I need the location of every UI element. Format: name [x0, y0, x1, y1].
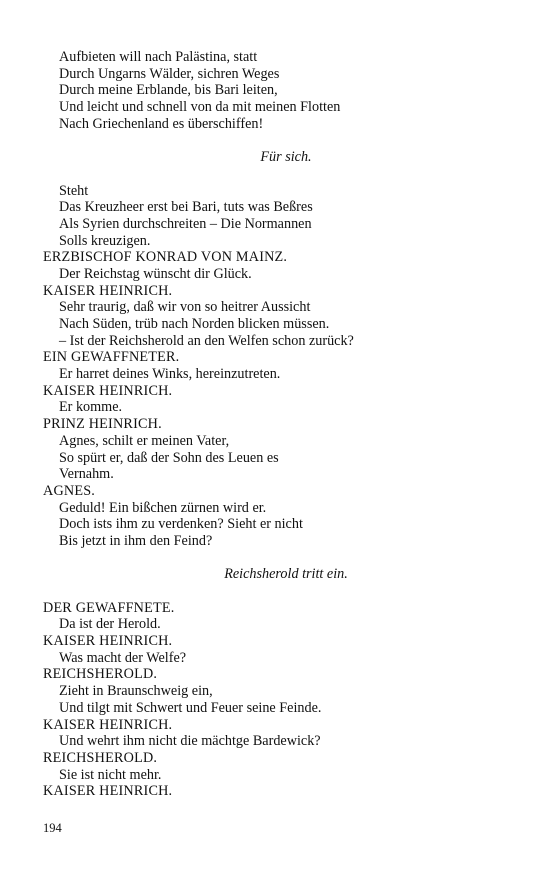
speaker-name: AGNES. [43, 482, 96, 499]
verse-line: Nach Griechenland es überschiffen! [59, 115, 264, 132]
verse-line: Durch meine Erblande, bis Bari leiten, [59, 82, 278, 99]
verse-line: Doch ists ihm zu verdenken? Sieht er nicht [59, 516, 303, 533]
speaker-name: REICHSHEROLD. [43, 749, 158, 766]
stage-direction: Für sich. [260, 149, 312, 166]
blank-line [43, 550, 513, 567]
verse-line: Aufbieten will nach Palästina, statt [59, 49, 258, 65]
verse-line: Als Syrien durchschreiten – Die Normannen [59, 215, 312, 232]
verse-line: Sehr traurig, daß wir von so heitrer Aussicht [59, 299, 311, 316]
verse-line: Bis jetzt in ihm den Feind? [59, 532, 213, 549]
verse-line: Und tilgt mit Schwert und Feuer seine Feinde. [59, 699, 322, 716]
verse-line: Was macht der Welfe? [59, 649, 187, 666]
verse-line: Der Reichstag wünscht dir Glück. [59, 265, 252, 282]
speaker-name: REICHSHEROLD. [43, 666, 158, 683]
verse-line: Das Kreuzheer erst bei Bari, tuts was Beßres [59, 199, 313, 216]
speaker-name: KAISER HEINRICH. [43, 282, 173, 299]
verse-line: Nach Süden, trüb nach Norden blicken müssen. [59, 316, 330, 332]
blank-line [43, 583, 513, 600]
speaker-name: PRINZ HEINRICH. [43, 416, 162, 433]
verse-line: Agnes, schilt er meinen Vater, [59, 432, 230, 449]
speaker-name: KAISER HEINRICH. [43, 382, 173, 399]
speaker-name: KAISER HEINRICH. [43, 783, 173, 800]
speaker-name: ERZBISCHOF KONRAD VON MAINZ. [43, 249, 288, 266]
verse-line: So spürt er, daß der Sohn des Leuen es [59, 449, 279, 466]
blank-line [43, 166, 513, 183]
verse-line: Sie ist nicht mehr. [59, 766, 162, 783]
blank-line [43, 132, 513, 149]
verse-line: Er harret deines Winks, hereinzutreten. [59, 366, 281, 383]
verse-line: Und wehrt ihm nicht die mächtge Bardewick? [59, 733, 321, 750]
stage-direction: Reichsherold tritt ein. [224, 566, 348, 583]
verse-line: – Ist der Reichsherold an den Welfen schon zurück? [59, 332, 354, 349]
verse-line: Steht [59, 182, 89, 199]
verse-line: Da ist der Herold. [59, 616, 161, 633]
speaker-name: DER GEWAFFNETE. [43, 599, 175, 616]
speaker-name: EIN GEWAFFNETER. [43, 349, 180, 366]
verse-line: Solls kreuzigen. [59, 232, 151, 249]
page-number: 194 [43, 821, 62, 835]
speaker-name: KAISER HEINRICH. [43, 633, 173, 650]
page-text [43, 49, 513, 800]
verse-line: Und leicht und schnell von da mit meinen Flotten [59, 99, 341, 116]
verse-line: Durch Ungarns Wälder, sichren Weges [59, 65, 280, 82]
verse-line: Geduld! Ein bißchen zürnen wird er. [59, 499, 267, 516]
speaker-name: KAISER HEINRICH. [43, 716, 173, 733]
verse-line: Zieht in Braunschweig ein, [59, 683, 213, 700]
verse-line: Er komme. [59, 399, 123, 416]
verse-line: Vernahm. [59, 466, 114, 483]
